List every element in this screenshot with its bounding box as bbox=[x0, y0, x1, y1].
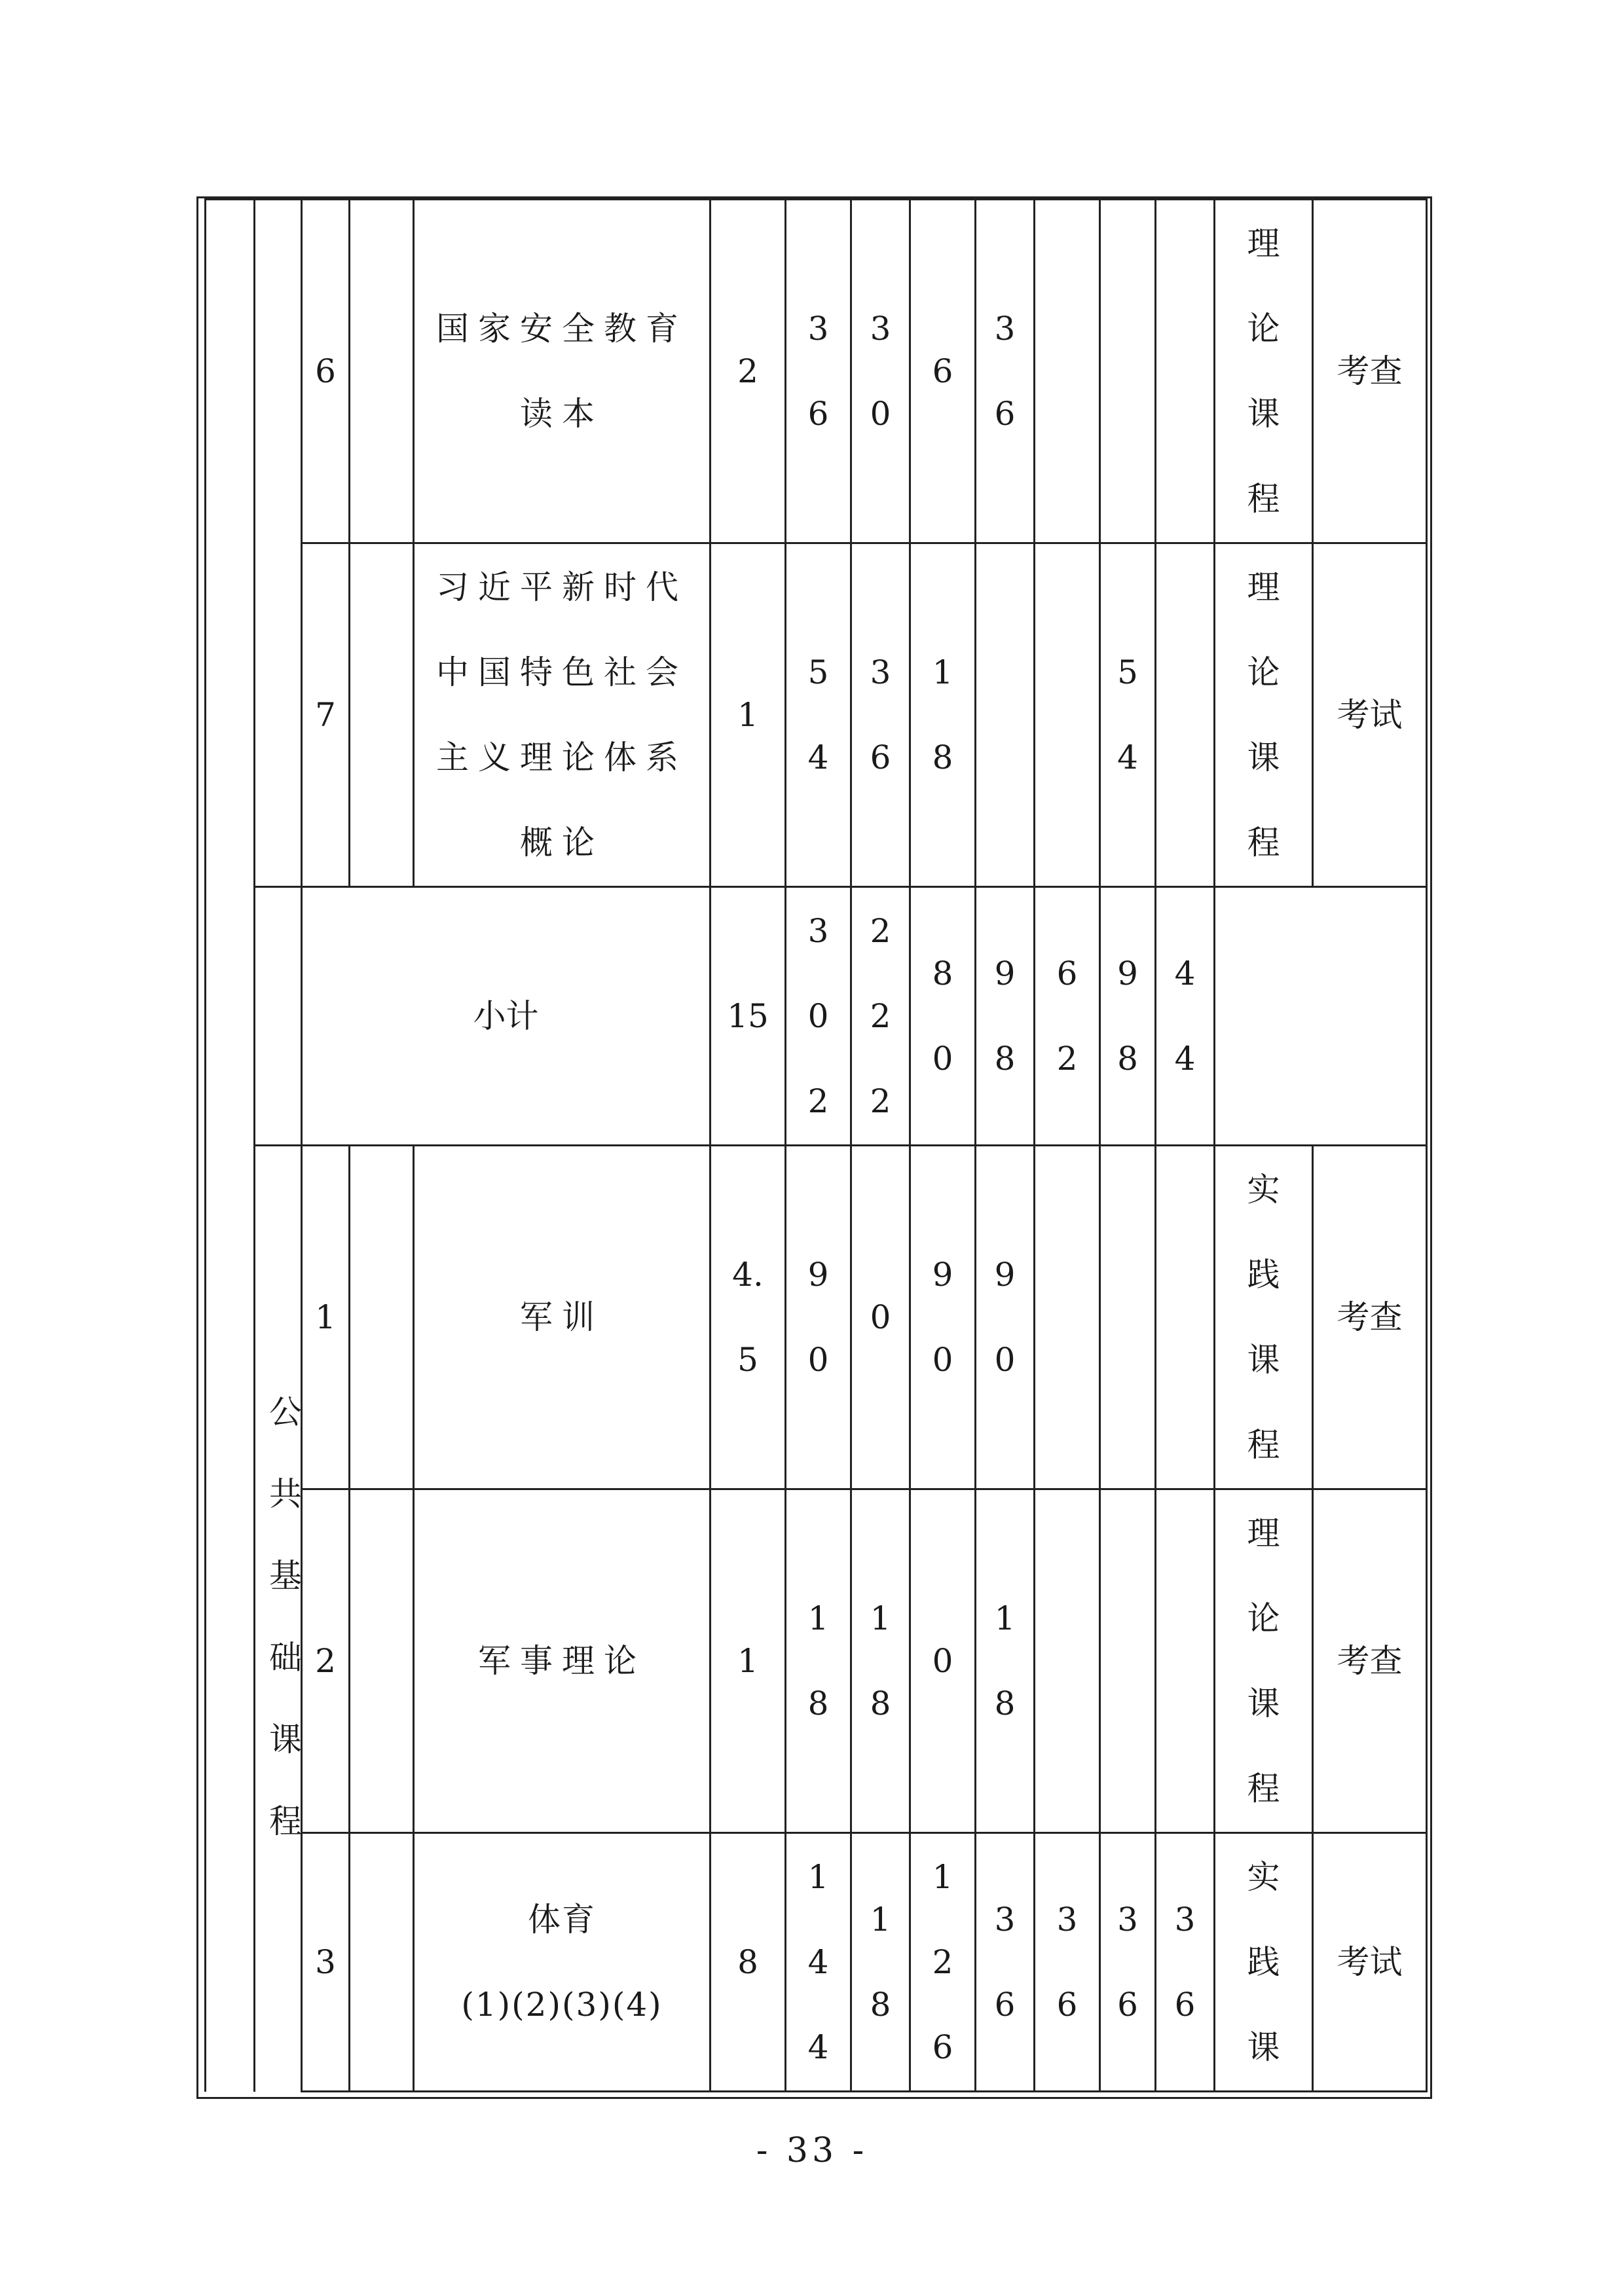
theory-hours-cell: 3 6 bbox=[851, 543, 910, 887]
practice-hours-cell: 6 bbox=[910, 200, 976, 543]
credits-cell: 4. 5 bbox=[710, 1146, 786, 1489]
credits-cell: 2 bbox=[710, 200, 786, 543]
credits-cell: 8 bbox=[710, 1833, 786, 2092]
total-hours-cell: 9 0 bbox=[786, 1146, 851, 1489]
course-type-cell: 实 践 课 程 bbox=[1215, 1146, 1313, 1489]
course-name: 国家安全教育 读本 bbox=[414, 200, 710, 543]
theory-hours-cell: 0 bbox=[851, 1146, 910, 1489]
subtotal-label: 小计 bbox=[302, 887, 710, 1146]
row-number: 1 bbox=[302, 1146, 350, 1489]
course-type-cell: 理 论 课 程 bbox=[1215, 1489, 1313, 1833]
assessment-cell: 考查 bbox=[1313, 200, 1427, 543]
semester-3-cell bbox=[1100, 1146, 1156, 1489]
course-name: 军事理论 bbox=[414, 1489, 710, 1833]
table-row bbox=[206, 200, 1427, 543]
group-cell bbox=[255, 887, 302, 1146]
practice-hours-cell: 8 0 bbox=[910, 887, 976, 1146]
total-hours-cell: 3 6 bbox=[786, 200, 851, 543]
practice-hours-cell: 1 2 6 bbox=[910, 1833, 976, 2092]
semester-2-cell bbox=[1035, 200, 1100, 543]
category-label: 公 共 基 础 课 程 bbox=[269, 1393, 302, 1840]
theory-hours-cell: 1 8 bbox=[851, 1833, 910, 2092]
table-row bbox=[206, 1489, 1427, 1833]
blank-cell bbox=[350, 1146, 414, 1489]
row-number: 6 bbox=[302, 200, 350, 543]
semester-3-cell bbox=[1100, 1489, 1156, 1833]
semester-3-cell bbox=[1100, 200, 1156, 543]
total-hours-cell: 5 4 bbox=[786, 543, 851, 887]
outer-blank-cell bbox=[206, 200, 255, 2092]
semester-2-cell bbox=[1035, 543, 1100, 887]
semester-1-cell: 9 8 bbox=[976, 887, 1035, 1146]
assessment-cell: 考试 bbox=[1313, 1833, 1427, 2092]
practice-hours-cell: 1 8 bbox=[910, 543, 976, 887]
page-number: - 33 - bbox=[756, 2131, 868, 2170]
semester-4-cell: 4 4 bbox=[1156, 887, 1215, 1146]
theory-hours-cell: 3 0 bbox=[851, 200, 910, 543]
semester-4-cell bbox=[1156, 1489, 1215, 1833]
semester-3-cell: 5 4 bbox=[1100, 543, 1156, 887]
semester-3-cell: 3 6 bbox=[1100, 1833, 1156, 2092]
table-row bbox=[206, 1833, 1427, 2092]
semester-4-cell bbox=[1156, 543, 1215, 887]
semester-4-cell bbox=[1156, 200, 1215, 543]
blank-cell bbox=[1215, 887, 1427, 1146]
semester-1-cell bbox=[976, 543, 1035, 887]
semester-1-cell: 9 0 bbox=[976, 1146, 1035, 1489]
semester-4-cell bbox=[1156, 1146, 1215, 1489]
course-type-cell: 理 论 课 程 bbox=[1215, 543, 1313, 887]
practice-hours-cell: 9 0 bbox=[910, 1146, 976, 1489]
assessment-cell: 考查 bbox=[1313, 1146, 1427, 1489]
semester-3-cell: 9 8 bbox=[1100, 887, 1156, 1146]
course-name: 习近平新时代 中国特色社会 主义理论体系 概论 bbox=[414, 543, 710, 887]
semester-2-cell bbox=[1035, 1489, 1100, 1833]
credits-cell: 1 bbox=[710, 1489, 786, 1833]
blank-cell bbox=[350, 1489, 414, 1833]
course-name: 军训 bbox=[414, 1146, 710, 1489]
total-hours-cell: 1 8 bbox=[786, 1489, 851, 1833]
semester-2-cell: 3 6 bbox=[1035, 1833, 1100, 2092]
semester-2-cell: 6 2 bbox=[1035, 887, 1100, 1146]
semester-4-cell: 3 6 bbox=[1156, 1833, 1215, 2092]
semester-1-cell: 1 8 bbox=[976, 1489, 1035, 1833]
total-hours-cell: 1 4 4 bbox=[786, 1833, 851, 2092]
course-type-cell: 理 论 课 程 bbox=[1215, 200, 1313, 543]
credits-cell: 15 bbox=[710, 887, 786, 1146]
course-table bbox=[204, 198, 1428, 2092]
theory-hours-cell: 1 8 bbox=[851, 1489, 910, 1833]
semester-1-cell: 3 6 bbox=[976, 1833, 1035, 2092]
credits-cell: 1 bbox=[710, 543, 786, 887]
course-type-cell: 实 践 课 bbox=[1215, 1833, 1313, 2092]
row-number: 7 bbox=[302, 543, 350, 887]
row-number: 3 bbox=[302, 1833, 350, 2092]
table-row bbox=[206, 1146, 1427, 1489]
course-name: 体育 (1)(2)(3)(4) bbox=[414, 1833, 710, 2092]
practice-hours-cell: 0 bbox=[910, 1489, 976, 1833]
theory-hours-cell: 2 2 2 bbox=[851, 887, 910, 1146]
assessment-cell: 考试 bbox=[1313, 543, 1427, 887]
blank-cell bbox=[350, 1833, 414, 2092]
assessment-cell: 考查 bbox=[1313, 1489, 1427, 1833]
semester-1-cell: 3 6 bbox=[976, 200, 1035, 543]
semester-2-cell bbox=[1035, 1146, 1100, 1489]
group-cell bbox=[255, 200, 302, 887]
subtotal-row bbox=[206, 887, 1427, 1146]
blank-cell bbox=[350, 543, 414, 887]
row-number: 2 bbox=[302, 1489, 350, 1833]
blank-cell bbox=[350, 200, 414, 543]
total-hours-cell: 3 0 2 bbox=[786, 887, 851, 1146]
table-row bbox=[206, 543, 1427, 887]
